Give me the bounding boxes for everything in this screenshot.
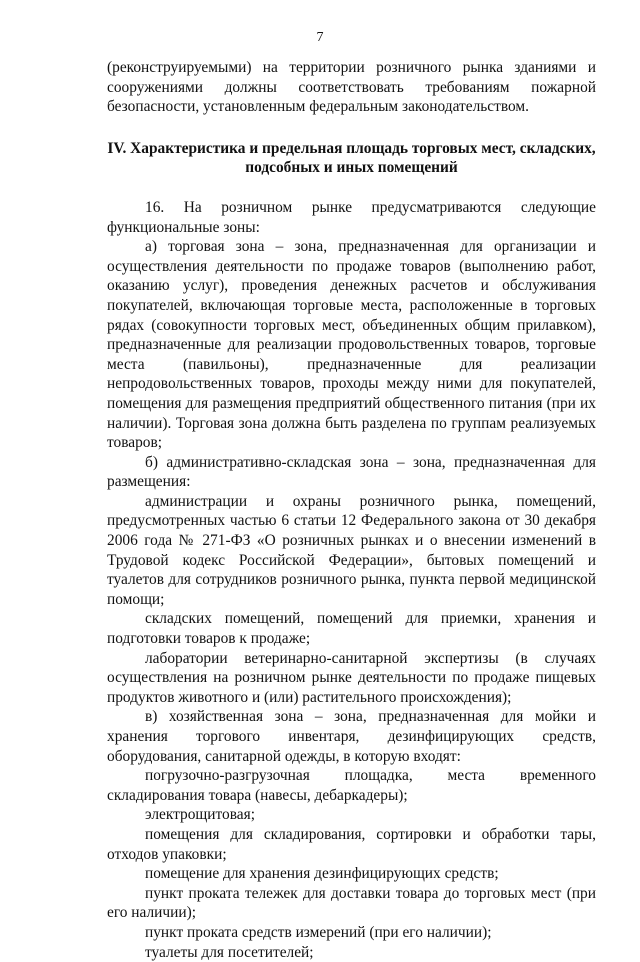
paragraph-scales-rental: пункт проката средств измерений (при его наличии);: [145, 923, 492, 941]
paragraph-laboratory: лаборатории ветеринарно-санитарной экспертизы (в случаях осуществления на розничном рынке деятельности по продаже пищевых продуктов животного и (или) растительного происхождения);: [107, 649, 596, 706]
paragraph-disinfectant-room: помещение для хранения дезинфицирующих средств;: [145, 865, 499, 883]
paragraph-administration: администрации и охраны розничного рынка, помещений, предусмотренных частью 6 статьи 12 Федерального закона от 30 декабря 2006 года № 271-ФЗ «О розничных рынках и о внесении изменений в Трудовой кодекс Российской Федерации», бытовых помещений и туалетов для сотрудников розничного рынка, пункта первой медицинской помощи;: [107, 492, 596, 608]
paragraph-packaging-rooms: помещения для складирования, сортировки и обработки тары, отходов упаковки;: [107, 825, 596, 863]
paragraph-loading-area: погрузочно-разгрузочная площадка, места временного складирования товара (навесы, дебаркадеры);: [107, 767, 596, 804]
paragraph-trade-zone: а) торговая зона – зона, предназначенная для организации и осуществления деятельности по продаже товаров (выполнению работ, оказанию услуг), проведения денежных расчетов и обслуживания покупателей, включающая торговые места, расположенные в торговых рядах (совокупности торговых мест, объединенных общим прилавком), предназначенные для реализации продовольственных товаров, торговые места (павильоны), предназначенные для реализации непродовольственных товаров, проходы между ними для покупателей, помещения для размещения предприятий общественного питания (при их наличии). Торговая зона должна быть разделена по группам реализуемых товаров;: [107, 238, 596, 452]
paragraph-visitor-toilets: туалеты для посетителей;: [145, 943, 314, 961]
paragraph-electrical-room: электрощитовая;: [145, 806, 255, 824]
page-number: 7: [316, 30, 324, 45]
intro-paragraph: (реконструируемыми) на территории розничного рынка зданиями и сооружениями должны соответствовать требованиям пожарной безопасности, установленным федеральным законодательством.: [107, 59, 596, 116]
section-title: IV. Характеристика и предельная площадь торговых мест, складских, подсобных и иных помещений: [107, 139, 596, 177]
paragraph-16: 16. На розничном рынке предусматриваются следующие функциональные зоны:: [107, 198, 596, 236]
paragraph-trolley-rental: пункт проката тележек для доставки товара до торговых мест (при его наличии);: [107, 884, 596, 922]
paragraph-utility-zone: в) хозяйственная зона – зона, предназначенная для мойки и хранения торгового инвентаря, дезинфицирующих средств, оборудования, санитарной одежды, в которую входят:: [107, 708, 596, 765]
document-body: [107, 58, 596, 962]
paragraph-storage: складских помещений, помещений для приемки, хранения и подготовки товаров к продаже;: [107, 610, 596, 648]
paragraph-admin-zone: б) административно-складская зона – зона, предназначенная для размещения:: [107, 453, 596, 491]
